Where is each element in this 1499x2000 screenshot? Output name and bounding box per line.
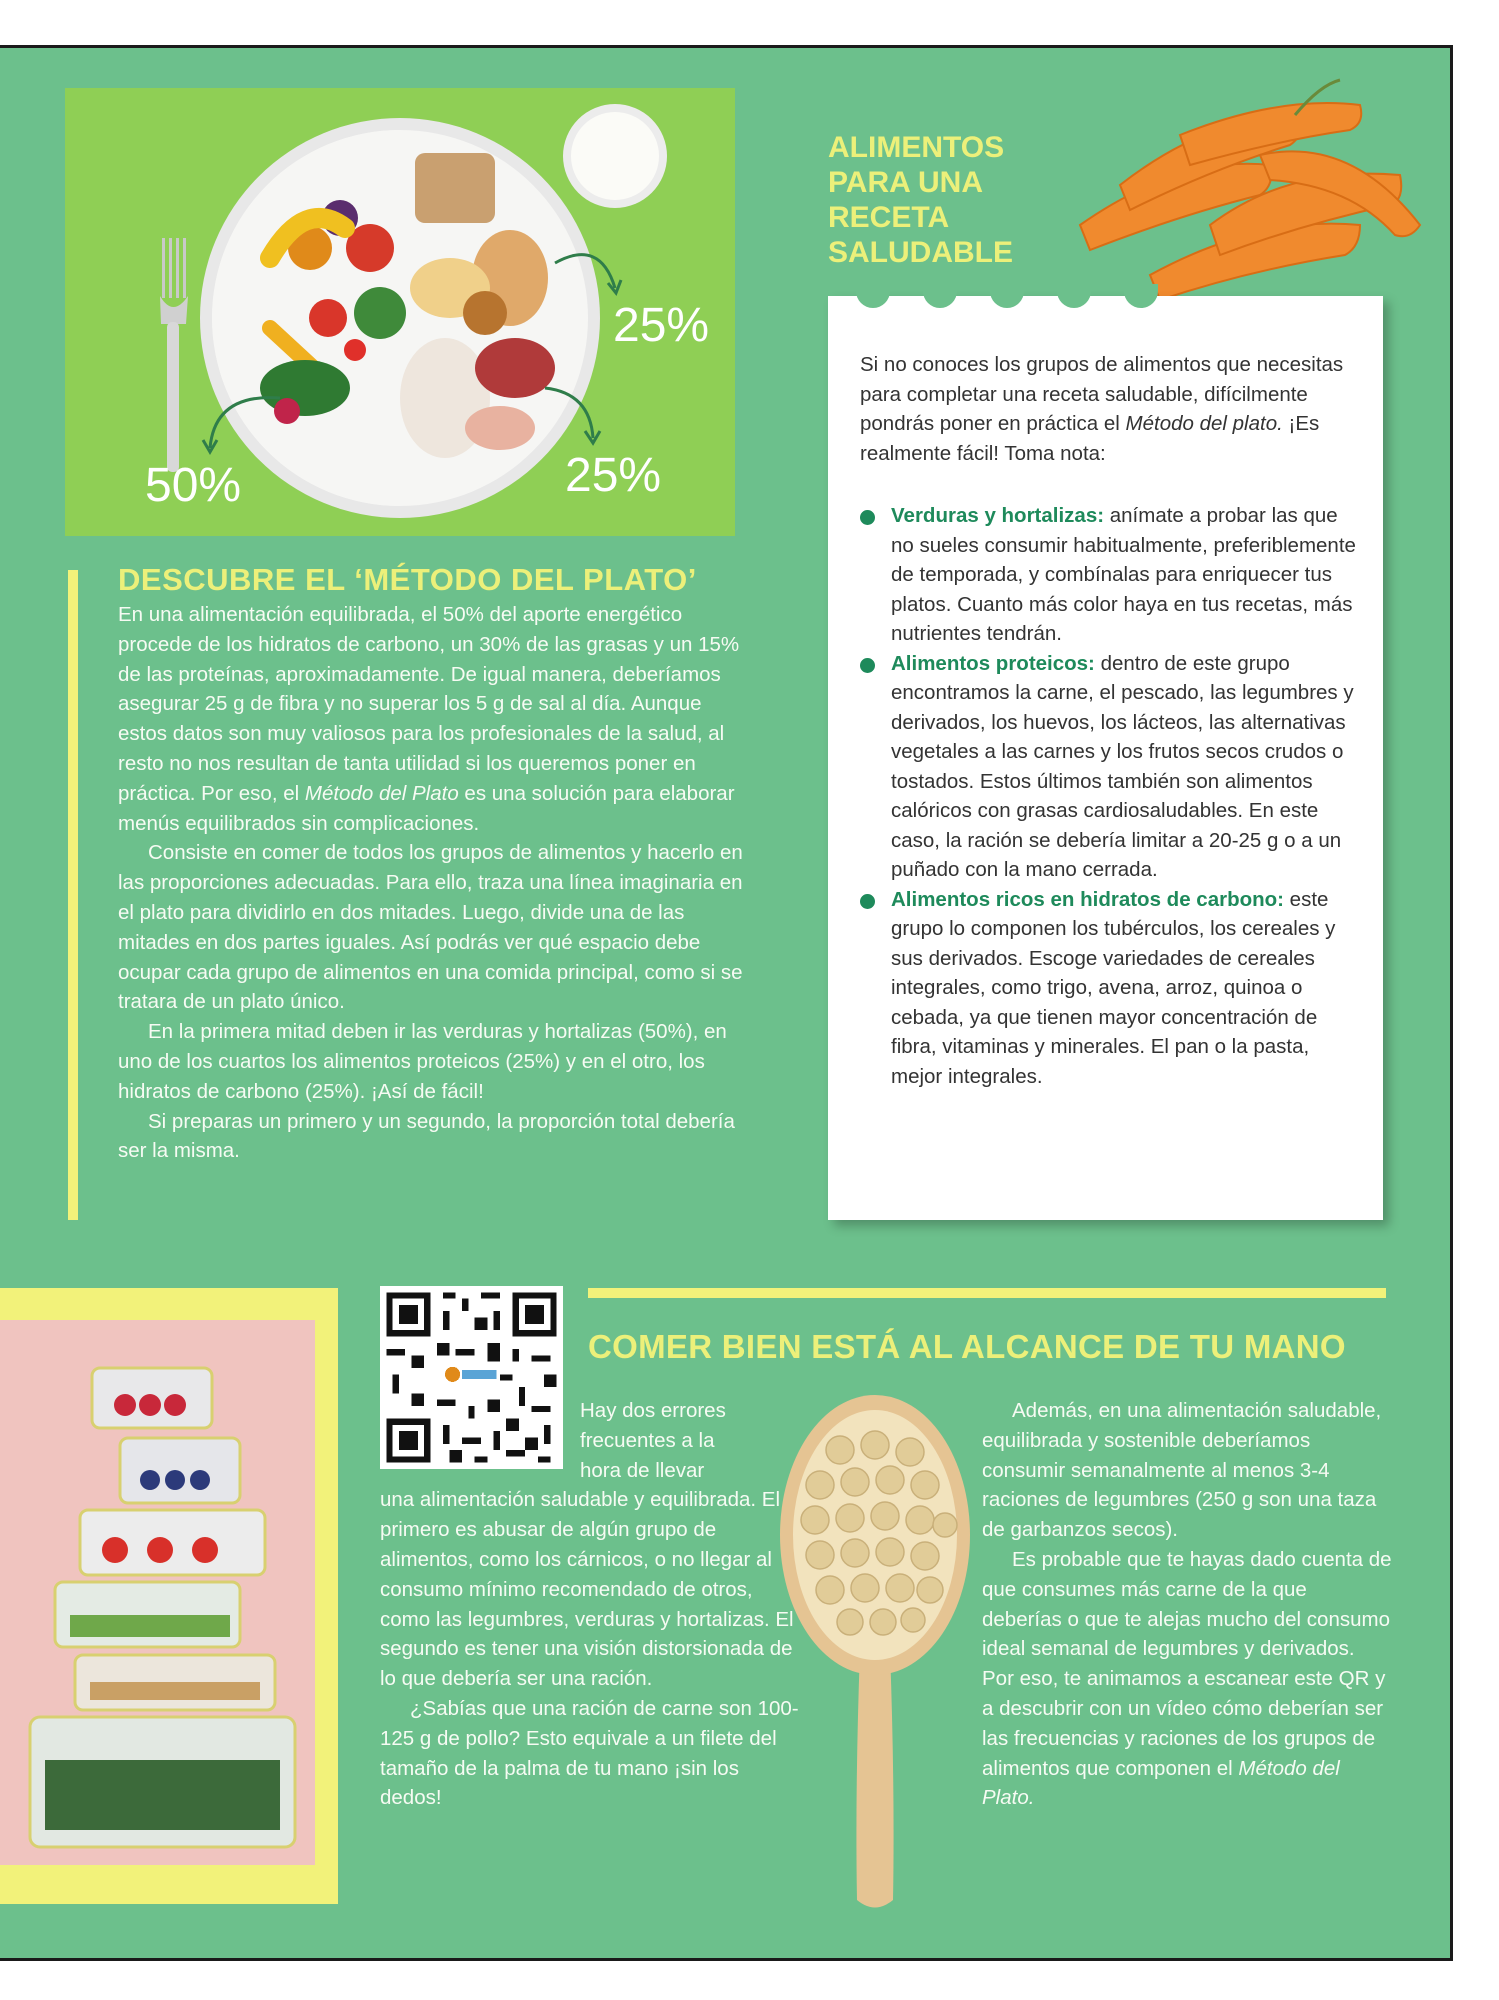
plate-pct-veg: 50% — [145, 459, 242, 512]
plate-pct-protein: 25% — [565, 449, 662, 502]
recipe-card — [828, 296, 1383, 1220]
bullet-icon — [860, 894, 875, 909]
card-notch — [856, 284, 890, 308]
card-notch — [1124, 284, 1158, 308]
card-intro: Si no conoces los grupos de alimentos que necesitas para completar una receta saludable, difícilmente pondrás poner en práctica el Método del plato. ¡Es realmente fácil! Toma nota: — [860, 353, 1344, 465]
list-item: Verduras y hortalizas: anímate a probar las que no sueles consumir habitualmente, preferiblemente de temporada, y combínalas para enriquecer tus platos. Cuanto más color haya en tus recetas, más nutrientes tendrán. — [860, 501, 1365, 649]
column-intro: Hay dos errores frecuentes a la hora de llevar — [580, 1399, 726, 1482]
bullet-icon — [860, 510, 875, 525]
list-item: Alimentos proteicos: dentro de este grupo encontramos la carne, el pescado, las legumbres y derivados, los huevos, los lácteos, las alternativas vegetales a las carnes y los frutos secos crudos o tostados. Estos últimos también son alimentos calóricos con grasas cardiosaludables. En este caso, la ración se debería limitar a 20-25 g o a un puñado con la mano cerrada. — [860, 649, 1365, 885]
card-notch — [1057, 284, 1091, 308]
section2-title: ALIMENTOS PARA UNA RECETA SALUDABLE — [828, 131, 1013, 269]
food-group-list — [860, 501, 1365, 1091]
column1-paragraph-1: una alimentación saludable y equilibrada. El primero es abusar de algún grupo de alimentos, como los cárnicos, o no llegar al consumo mínimo recomendado de otros, como las legumbres, verduras y hortalizas. El segundo es tener una visión distorsionada de lo que debería ser una ración. — [380, 1488, 794, 1691]
list-item: Alimentos ricos en hidratos de carbono: este grupo lo componen los tubérculos, los cereales y sus derivados. Escoge variedades de cereales integrales, como trigo, avena, arroz, quinoa o cebada, ya que tienen mayor concentración de fibra, vitaminas y minerales. El pan o la pasta, mejor integrales. — [860, 885, 1365, 1092]
column2-paragraph-1: Además, en una alimentación saludable, equilibrada y sostenible deberíamos consumir semanalmente al menos 3-4 raciones de legumbres (250 g son una taza de garbanzos secos). — [982, 1399, 1382, 1542]
card-notch — [923, 284, 957, 308]
section1-paragraph-2: Consiste en comer de todos los grupos de alimentos y hacerlo en las proporciones adecuadas. Para ello, traza una línea imaginaria en el plato para dividirlo en dos mitades. Luego, divide una de las mitades en dos partes iguales. Así podrás ver qué espacio debe ocupar cada grupo de alimentos en una comida principal, como si se tratara de un plato único. — [118, 841, 743, 1014]
plate-pct-carbs: 25% — [613, 299, 710, 352]
section1-paragraph-3: En la primera mitad deben ir las verduras y hortalizas (50%), en uno de los cuartos los alimentos proteicos (25%) y en el otro, los hidratos de carbono (25%). ¡Así de fácil! — [118, 1020, 727, 1103]
section1-body — [118, 600, 748, 1166]
section1-title: DESCUBRE EL ‘MÉTODO DEL PLATO’ — [118, 562, 697, 597]
bullet-icon — [860, 658, 875, 673]
section1-paragraph-1: En una alimentación equilibrada, el 50% del aporte energético procede de los hidratos de carbono, un 30% de las grasas y un 15% de las proteínas, aproximadamente. De igual manera, deberíamos asegurar 25 g de fibra y no superar los 5 g de sal al día. Aunque estos datos son muy valiosos para los profesionales de la salud, al resto no nos resultan de tanta utilidad si los queremos poner en práctica. Por eso, el Método del Plato es una solución para elaborar menús equilibrados sin complicaciones. — [118, 603, 740, 835]
spoon-with-beans-photo — [775, 1390, 975, 1920]
card-notch — [990, 284, 1024, 308]
fork-icon — [160, 238, 188, 472]
section3-column-2 — [982, 1396, 1392, 1813]
section3-accent-line — [588, 1288, 1386, 1298]
food-containers-photo — [0, 1320, 315, 1865]
column1-paragraph-2: ¿Sabías que una ración de carne son 100-125 g de pollo? Esto equivale a un filete del tamaño de la palma de tu mano ¡sin los dedos! — [380, 1696, 799, 1810]
column2-paragraph-2: Es probable que te hayas dado cuenta de que consumes más carne de la que deberías o que te alejas mucho del consumo ideal semanal de legumbres y derivados. Por eso, te animamos a escanear este QR y a descubrir con un vídeo cómo deberían ser las frecuencias y raciones de los grupos de alimentos que componen el Método del Plato. — [982, 1547, 1392, 1810]
section1-paragraph-4: Si preparas un primero y un segundo, la proporción total debería ser la misma. — [118, 1109, 735, 1163]
plate-photo — [65, 88, 735, 536]
section1-accent-bar — [68, 570, 78, 1220]
section3-column-1 — [380, 1396, 805, 1813]
section3-title: COMER BIEN ESTÁ AL ALCANCE DE TU MANO — [588, 1328, 1346, 1365]
